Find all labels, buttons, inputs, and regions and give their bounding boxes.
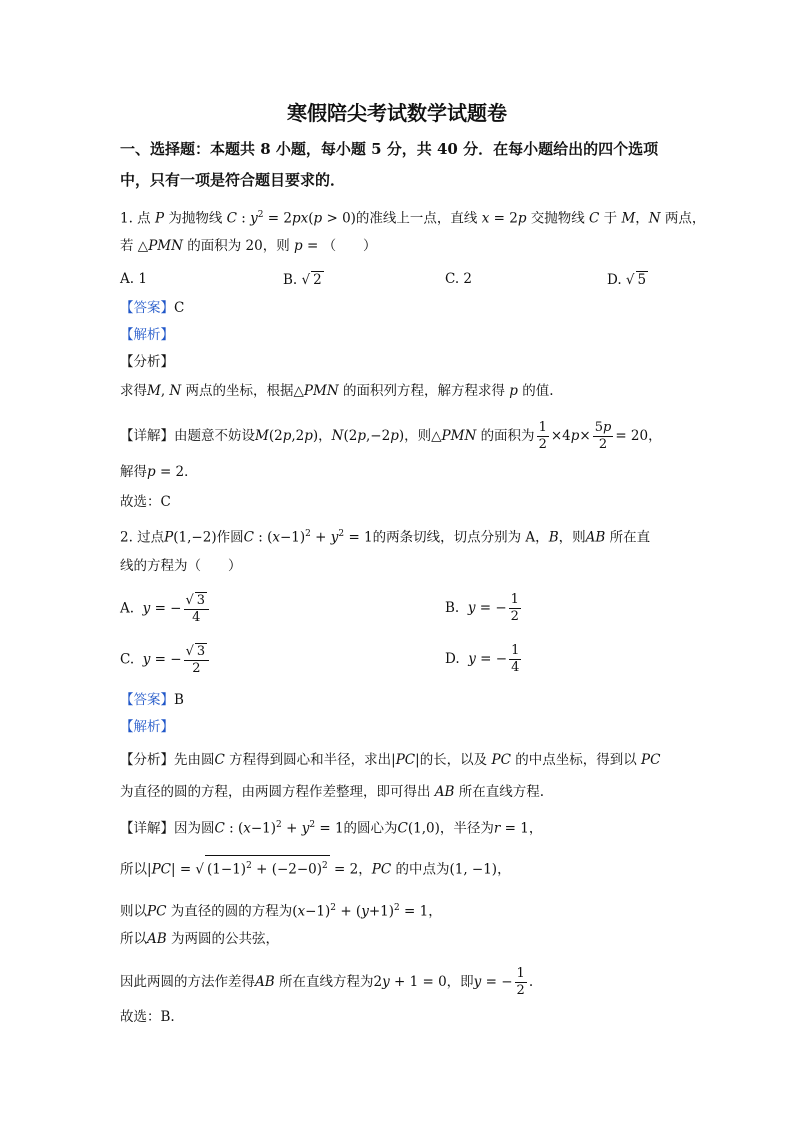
q1-answer: 【答案】C bbox=[120, 300, 185, 316]
q1-option-c: C. 2 bbox=[445, 271, 473, 287]
q2-analysis-tag: 【解析】 bbox=[120, 719, 174, 735]
q2-detail-line2: 所以|PC| = √ $(1-1)^2 + (-2-0)^2 = 2$，PC 的中点为(1, −1)， bbox=[120, 855, 680, 880]
q2-detail-line5: 因此两圆的方法作差得AB 所在直线方程为2y + 1 = 0，即y = − $\frac{1}{2}$ . bbox=[120, 966, 534, 998]
q2-fenxi-line1: 【分析】先由圆C 方程得到圆心和半径，求出|PC|的长，以及 PC 的中点坐标，得到以 PC bbox=[120, 752, 661, 768]
page-title: 寒假陪尖考试数学试题卷 bbox=[287, 101, 507, 125]
q2-stem-line2: 线的方程为（ ） bbox=[120, 558, 242, 574]
q2-detail-line4: 所以AB 为两圆的公共弦， bbox=[120, 931, 279, 947]
q1-fenxi-tag: 【分析】 bbox=[120, 354, 174, 370]
q1-fenxi-text: 求得M, N 两点的坐标，根据△PMN 的面积列方程，解方程求得 p 的值. bbox=[120, 383, 554, 399]
q2-fenxi-line2: 为直径的圆的方程，由两圆方程作差整理，即可得出 AB 所在直线方程. bbox=[120, 784, 545, 800]
q1-option-a: A. 1 bbox=[120, 271, 147, 287]
q1-detail: 【详解】由题意不妨设M(2p,2p)，N(2p,−2p)，则△PMN 的面积为 $\frac{1}{2}$ ×4p× $\frac{5p}{2}$ = 20， bbox=[120, 420, 662, 452]
q2-option-a: A. y = − $\frac{√ 3}{4}$ bbox=[120, 592, 211, 626]
q2-option-d: D. y = − $\frac{1}{4}$ bbox=[445, 643, 520, 675]
q1-conclusion: 故选：C bbox=[120, 494, 171, 510]
q2-answer: 【答案】B bbox=[120, 692, 184, 708]
q2-stem-line1: 2. 过点P(1,−2)作圆C : $(x-1)^2 + y^2 = 1$的两条切线，切点分别为 A，B，则AB 所在直 bbox=[120, 529, 651, 546]
q2-detail-line1: 【详解】因为圆C : $(x-1)^2 + y^2 = 1$的圆心为C(1,0)，半径为r = 1， bbox=[120, 820, 543, 837]
q2-option-b: B. y = − $\frac{1}{2}$ bbox=[445, 592, 519, 624]
q1-option-d: D. √ 5 bbox=[607, 272, 647, 288]
section-header-line2: 中，只有一项是符合题目要求的． bbox=[120, 171, 346, 189]
q1-solve: 解得p = 2． bbox=[120, 464, 198, 480]
q2-detail-line3: 则以PC 为直径的圆的方程为$(x-1)^2 + (y+1)^2 = 1$， bbox=[120, 903, 442, 920]
q1-option-b: B. √ 2 bbox=[283, 272, 322, 288]
q2-option-c: C. y = − $\frac{√ 3}{2}$ bbox=[120, 643, 211, 677]
q1-stem-line1: 1. 点 P 为抛物线 C : $y^2 = 2px(p > 0)$的准线上一点，直线 x = 2p 交抛物线 C 于 M，N 两点， bbox=[120, 210, 706, 227]
q2-conclusion: 故选：B. bbox=[120, 1009, 175, 1025]
q1-stem-line2: 若 △PMN 的面积为 20，则 p = （ ） bbox=[120, 238, 377, 254]
q1-analysis-tag: 【解析】 bbox=[120, 327, 174, 343]
section-header-line1: 一、选择题：本题共 8 小题，每小题 5 分，共 40 分．在每小题给出的四个选项 bbox=[120, 140, 659, 158]
